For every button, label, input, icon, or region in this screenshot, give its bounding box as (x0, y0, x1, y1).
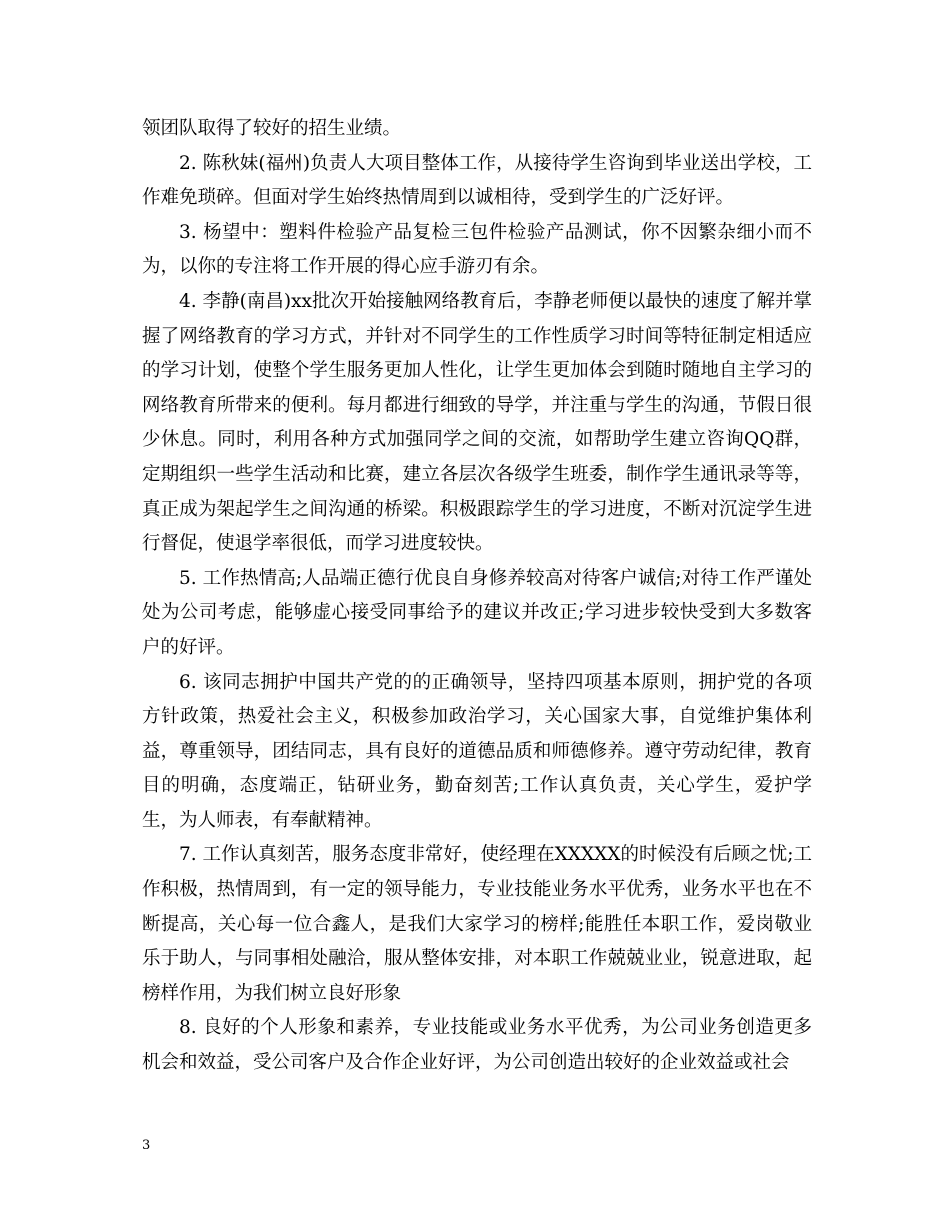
page-number: 3 (142, 1138, 151, 1153)
paragraph-item-3: 3. 杨望中：塑料件检验产品复检三包件检验产品测试，你不因繁杂细小而不为，以你的专注将工作开展的得心应手游刃有余。 (142, 221, 812, 278)
paragraph-item-6: 6. 该同志拥护中国共产党的的正确领导，坚持四项基本原则，拥护党的各项方针政策，热爱社会主义，积极参加政治学习，关心国家大事，自觉维护集体利益，尊重领导，团结同志，具有良好的道德品质和师德修养。遵守劳动纪律，教育目的明确，态度端正，钻研业务，勤奋刻苦;工作认真负责，关心学生，爱护学生，为人师表，有奉献精神。 (142, 671, 812, 831)
paragraph-item-2: 2. 陈秋妹(福州)负责人大项目整体工作，从接待学生咨询到毕业送出学校，工作难免琐碎。但面对学生始终热情周到以诚相待，受到学生的广泛好评。 (142, 152, 812, 209)
page-body (142, 112, 812, 1081)
paragraph-continued: 领团队取得了较好的招生业绩。 (142, 118, 402, 139)
paragraph-item-4: 4. 李静(南昌)xx批次开始接触网络教育后，李静老师便以最快的速度了解并掌握了网络教育的学习方式，并针对不同学生的工作性质学习时间等特征制定相适应的学习计划，使整个学生服务更加人性化，让学生更加体会到随时随地自主学习的网络教育所带来的便利。每月都进行细致的导学，并注重与学生的沟通，节假日很少休息。同时，利用各种方式加强同学之间的交流，如帮助学生建立咨询QQ群，定期组织一些学生活动和比赛，建立各层次各级学生班委，制作学生通讯录等等，真正成为架起学生之间沟通的桥梁。积极跟踪学生的学习进度，不断对沉淀学生进行督促，使退学率很低，而学习进度较快。 (142, 290, 812, 555)
paragraph-item-5: 5. 工作热情高;人品端正德行优良自身修养较高对待客户诚信;对待工作严谨处处为公司考虑，能够虚心接受同事给予的建议并改正;学习进步较快受到大多数客户的好评。 (142, 567, 812, 658)
paragraph-item-7: 7. 工作认真刻苦，服务态度非常好，使经理在XXXXX的时候没有后顾之忧;工作积极，热情周到，有一定的领导能力，专业技能业务水平优秀，业务水平也在不断提高，关心每一位合鑫人，是我们大家学习的榜样;能胜任本职工作，爱岗敬业乐于助人，与同事相处融洽，服从整体安排，对本职工作兢兢业业，锐意进取，起榜样作用，为我们树立良好形象 (142, 844, 812, 1004)
paragraph-item-8: 8. 良好的个人形象和素养，专业技能或业务水平优秀，为公司业务创造更多机会和效益，受公司客户及合作企业好评，为公司创造出较好的企业效益或社会 (142, 1017, 812, 1074)
